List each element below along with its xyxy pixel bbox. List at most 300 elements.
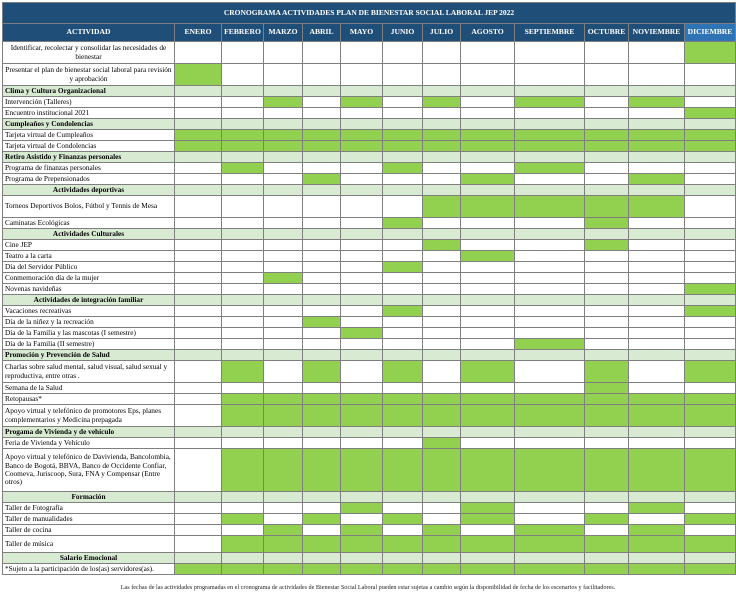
section-fill-cell [685,492,736,503]
scheduled-month-cell [461,196,515,218]
month-cell [303,251,341,262]
col-header-junio: JUNIO [383,24,423,42]
month-cell [303,108,341,119]
month-cell [222,525,264,536]
activity-label: Retopausas* [3,394,175,405]
month-cell [222,262,264,273]
section-fill-cell [685,152,736,163]
month-cell [383,383,423,394]
scheduled-month-cell [585,449,629,492]
month-cell [585,306,629,317]
section-fill-cell [341,427,383,438]
scheduled-month-cell [629,525,685,536]
month-cell [515,64,585,86]
section-row [3,185,736,196]
section-fill-cell [383,185,423,196]
scheduled-month-cell [685,361,736,383]
col-header-marzo: MARZO [264,24,303,42]
month-cell [264,438,303,449]
month-cell [423,317,461,328]
scheduled-month-cell [341,536,383,553]
section-label: Cumpleaños y Condolencias [3,119,175,130]
month-cell [264,514,303,525]
month-cell [515,438,585,449]
activity-label: Charlas sobre salud mental, salud visual, salud sexual y reproductiva, entre otras . [3,361,175,383]
section-fill-cell [585,295,629,306]
scheduled-month-cell [585,130,629,141]
month-cell [341,163,383,174]
month-cell [222,339,264,350]
month-cell [222,251,264,262]
month-cell [629,284,685,295]
month-cell [685,503,736,514]
scheduled-month-cell [341,564,383,575]
scheduled-month-cell [222,130,264,141]
scheduled-month-cell [629,405,685,427]
activity-label: Programa de finanzas personales [3,163,175,174]
scheduled-month-cell [222,394,264,405]
scheduled-month-cell [222,514,264,525]
section-fill-cell [175,152,222,163]
activity-label: Identificar, recolectar y consolidar las necesidades de bienestar [3,42,175,64]
section-fill-cell [515,86,585,97]
section-fill-cell [303,229,341,240]
section-fill-cell [303,152,341,163]
scheduled-month-cell [515,394,585,405]
scheduled-month-cell [461,449,515,492]
scheduled-month-cell [585,240,629,251]
month-cell [383,64,423,86]
scheduled-month-cell [461,394,515,405]
month-cell [175,174,222,185]
month-cell [175,394,222,405]
activity-label: Novenas navideñas [3,284,175,295]
section-fill-cell [303,492,341,503]
activity-label: Taller de música [3,536,175,553]
month-cell [175,97,222,108]
scheduled-month-cell [383,405,423,427]
section-row [3,119,736,130]
month-cell [423,306,461,317]
scheduled-month-cell [383,361,423,383]
month-cell [264,218,303,229]
month-cell [629,339,685,350]
scheduled-month-cell [515,196,585,218]
month-cell [222,317,264,328]
activity-row [3,130,736,141]
scheduled-month-cell [383,218,423,229]
month-cell [222,196,264,218]
activity-label: Semana de la Salud [3,383,175,394]
month-cell [461,438,515,449]
month-cell [175,503,222,514]
month-cell [222,503,264,514]
section-row [3,492,736,503]
section-fill-cell [175,119,222,130]
month-cell [175,251,222,262]
section-label: Promoción y Prevención de Salud [3,350,175,361]
month-cell [461,273,515,284]
month-cell [222,328,264,339]
section-fill-cell [585,492,629,503]
section-fill-cell [264,185,303,196]
activity-label: Conmemoración día de la mujer [3,273,175,284]
section-row [3,295,736,306]
activity-row [3,394,736,405]
schedule-title: CRONOGRAMA ACTIVIDADES PLAN DE BIENESTAR SOCIAL LABORAL JEP 2022 [3,3,736,24]
scheduled-month-cell [423,564,461,575]
month-cell [461,339,515,350]
scheduled-month-cell [175,130,222,141]
section-fill-cell [175,427,222,438]
scheduled-month-cell [629,564,685,575]
scheduled-month-cell [515,564,585,575]
activity-label: Taller de cocina [3,525,175,536]
activity-row [3,196,736,218]
month-cell [629,438,685,449]
section-fill-cell [264,553,303,564]
section-fill-cell [383,427,423,438]
scheduled-month-cell [461,361,515,383]
section-fill-cell [515,152,585,163]
month-cell [585,317,629,328]
month-cell [175,438,222,449]
scheduled-month-cell [341,405,383,427]
month-cell [423,383,461,394]
section-row [3,350,736,361]
activity-label: Día de la Familia (II semestre) [3,339,175,350]
scheduled-month-cell [383,163,423,174]
month-cell [685,317,736,328]
activity-label: Día de la Familia y las mascotas (I semestre) [3,328,175,339]
activity-label: Vacaciones recreativas [3,306,175,317]
scheduled-month-cell [303,536,341,553]
month-cell [685,218,736,229]
scheduled-month-cell [303,317,341,328]
scheduled-month-cell [685,284,736,295]
scheduled-month-cell [515,405,585,427]
month-cell [222,174,264,185]
month-cell [264,503,303,514]
month-cell [264,339,303,350]
month-cell [685,273,736,284]
section-fill-cell [685,86,736,97]
month-cell [341,317,383,328]
section-fill-cell [423,427,461,438]
activity-row [3,438,736,449]
month-cell [264,196,303,218]
section-fill-cell [515,295,585,306]
section-fill-cell [629,427,685,438]
scheduled-month-cell [629,449,685,492]
activity-row [3,525,736,536]
scheduled-month-cell [629,536,685,553]
month-cell [629,328,685,339]
activity-row [3,383,736,394]
section-fill-cell [629,295,685,306]
month-cell [175,536,222,553]
scheduled-month-cell [222,449,264,492]
activity-row [3,339,736,350]
scheduled-month-cell [629,174,685,185]
section-fill-cell [341,492,383,503]
month-cell [461,108,515,119]
scheduled-month-cell [264,273,303,284]
month-cell [264,251,303,262]
col-header-noviembre: NOVIEMBRE [629,24,685,42]
section-fill-cell [585,553,629,564]
month-cell [383,438,423,449]
month-cell [423,174,461,185]
month-cell [303,525,341,536]
section-fill-cell [461,152,515,163]
footer-note: Las fechas de las actividades programadas en el cronograma de actividades de Bienestar Social Laboral pueden estar sujetas a cambio según la disponibilidad de fecha de los escenarios y facilitadores. [120,584,616,591]
scheduled-month-cell [585,405,629,427]
section-fill-cell [629,229,685,240]
section-fill-cell [383,295,423,306]
scheduled-month-cell [423,438,461,449]
col-header-julio: JULIO [423,24,461,42]
scheduled-month-cell [423,97,461,108]
month-cell [629,251,685,262]
section-fill-cell [515,229,585,240]
month-cell [629,64,685,86]
scheduled-month-cell [341,503,383,514]
month-cell [175,328,222,339]
section-fill-cell [461,492,515,503]
scheduled-month-cell [515,163,585,174]
section-label: Retiro Asistido y Finanzas personales [3,152,175,163]
scheduled-month-cell [264,405,303,427]
month-cell [222,64,264,86]
scheduled-month-cell [629,141,685,152]
activity-row [3,361,736,383]
month-cell [264,328,303,339]
scheduled-month-cell [585,394,629,405]
scheduled-month-cell [341,141,383,152]
scheduled-month-cell [461,141,515,152]
month-cell [341,64,383,86]
month-cell [383,196,423,218]
month-cell [264,64,303,86]
section-label: Formación [3,492,175,503]
section-fill-cell [461,295,515,306]
month-cell [341,196,383,218]
month-cell [685,97,736,108]
section-label: Actividades deportivas [3,185,175,196]
section-fill-cell [175,229,222,240]
month-cell [175,449,222,492]
section-fill-cell [423,553,461,564]
col-header-mayo: MAYO [341,24,383,42]
section-fill-cell [222,350,264,361]
scheduled-month-cell [585,361,629,383]
section-fill-cell [303,119,341,130]
month-cell [341,251,383,262]
col-header-octubre: OCTUBRE [585,24,629,42]
section-fill-cell [264,492,303,503]
scheduled-month-cell [461,536,515,553]
month-cell [585,273,629,284]
section-fill-cell [341,152,383,163]
scheduled-month-cell [585,514,629,525]
month-cell [175,108,222,119]
section-fill-cell [383,492,423,503]
month-cell [629,218,685,229]
month-cell [383,317,423,328]
month-cell [685,174,736,185]
section-fill-cell [303,295,341,306]
activity-label: Teatro a la carta [3,251,175,262]
scheduled-month-cell [685,514,736,525]
month-cell [423,503,461,514]
month-cell [264,262,303,273]
col-header-septiembre: SEPTIEMBRE [515,24,585,42]
section-fill-cell [461,185,515,196]
month-cell [222,383,264,394]
scheduled-month-cell [423,449,461,492]
section-label: Clima y Cultura Organizacional [3,86,175,97]
section-fill-cell [423,152,461,163]
month-cell [264,284,303,295]
scheduled-month-cell [515,525,585,536]
section-fill-cell [685,185,736,196]
section-fill-cell [264,295,303,306]
month-cell [585,64,629,86]
section-fill-cell [303,350,341,361]
month-cell [423,361,461,383]
month-cell [685,251,736,262]
month-cell [222,97,264,108]
month-cell [629,108,685,119]
month-cell [222,438,264,449]
scheduled-month-cell [629,503,685,514]
scheduled-month-cell [461,564,515,575]
month-cell [175,262,222,273]
scheduled-month-cell [222,141,264,152]
month-cell [175,240,222,251]
month-cell [629,514,685,525]
section-fill-cell [423,295,461,306]
month-cell [175,317,222,328]
scheduled-month-cell [585,564,629,575]
month-cell [341,284,383,295]
month-cell [423,42,461,64]
scheduled-month-cell [383,306,423,317]
activity-label: Encuentro institucional 2021 [3,108,175,119]
section-fill-cell [341,229,383,240]
section-fill-cell [175,185,222,196]
activity-label: Torneos Deportivos Bolos, Fútbol y Tennis de Mesa [3,196,175,218]
section-fill-cell [585,152,629,163]
col-header-diciembre: DICIEMBRE [685,24,736,42]
month-cell [629,240,685,251]
activity-label: Día del Servidor Público [3,262,175,273]
section-row [3,229,736,240]
month-cell [303,438,341,449]
scheduled-month-cell [383,130,423,141]
section-fill-cell [629,350,685,361]
scheduled-month-cell [515,449,585,492]
month-cell [585,174,629,185]
month-cell [222,240,264,251]
month-cell [461,317,515,328]
month-cell [461,97,515,108]
scheduled-month-cell [175,141,222,152]
scheduled-month-cell [461,130,515,141]
activity-label: Taller de Fotografía [3,503,175,514]
month-cell [515,503,585,514]
month-cell [175,339,222,350]
scheduled-month-cell [685,141,736,152]
scheduled-month-cell [585,196,629,218]
month-cell [222,218,264,229]
scheduled-month-cell [423,536,461,553]
month-cell [629,383,685,394]
month-cell [461,240,515,251]
month-cell [423,163,461,174]
activity-label: Caminatas Ecológicas [3,218,175,229]
month-cell [585,438,629,449]
month-cell [461,525,515,536]
scheduled-month-cell [303,361,341,383]
section-fill-cell [585,229,629,240]
month-cell [175,525,222,536]
month-cell [515,383,585,394]
activity-row [3,306,736,317]
col-header-actividad: ACTIVIDAD [3,24,175,42]
activity-label: Apoyo virtual y telefónico de Davivienda, Bancolombia, Banco de Bogotá, BBVA, Banco de Occidente Confiar, Coomeva, Juriscoop, Sura, FNA y Compensar (Entre otros) [3,449,175,492]
month-cell [629,317,685,328]
month-cell [423,514,461,525]
month-cell [383,97,423,108]
month-cell [629,361,685,383]
month-cell [175,405,222,427]
scheduled-month-cell [303,514,341,525]
scheduled-month-cell [341,328,383,339]
scheduled-month-cell [515,536,585,553]
scheduled-month-cell [423,525,461,536]
section-fill-cell [585,119,629,130]
month-cell [341,174,383,185]
month-cell [303,328,341,339]
schedule-frame [2,2,735,575]
month-cell [264,317,303,328]
month-cell [423,218,461,229]
section-fill-cell [264,427,303,438]
scheduled-month-cell [264,536,303,553]
month-cell [341,262,383,273]
scheduled-month-cell [175,564,222,575]
scheduled-month-cell [585,218,629,229]
scheduled-month-cell [341,130,383,141]
month-cell [423,328,461,339]
activity-label: Intervención (Talleres) [3,97,175,108]
scheduled-month-cell [461,251,515,262]
month-cell [383,503,423,514]
month-cell [629,306,685,317]
month-cell [341,306,383,317]
section-fill-cell [461,350,515,361]
section-fill-cell [303,86,341,97]
month-cell [303,97,341,108]
month-cell [685,163,736,174]
section-fill-cell [585,86,629,97]
scheduled-month-cell [383,141,423,152]
section-fill-cell [423,350,461,361]
section-fill-cell [222,492,264,503]
month-cell [685,383,736,394]
